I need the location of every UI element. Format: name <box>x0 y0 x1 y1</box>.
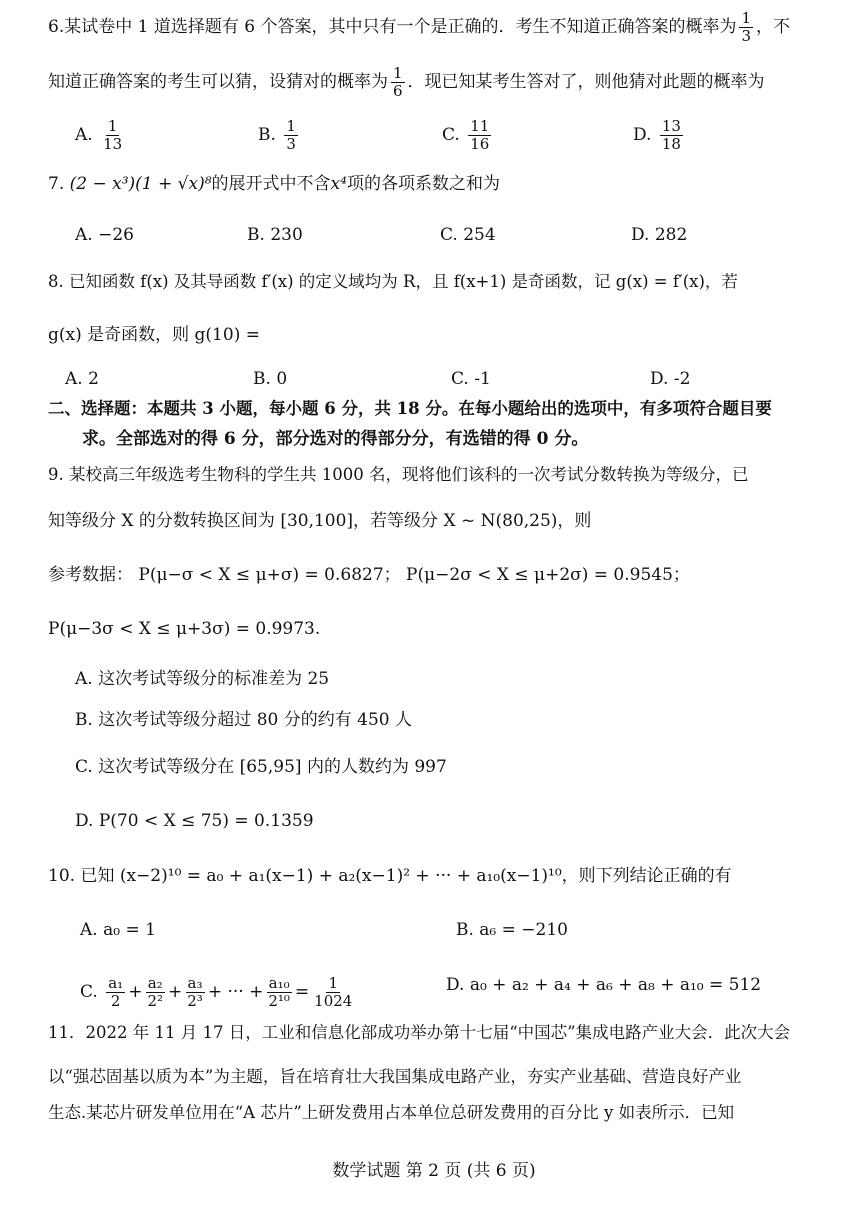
q10-option-d: D. a₀ + a₂ + a₄ + a₆ + a₈ + a₁₀ = 512 <box>446 975 762 995</box>
q7-stem: 7. (2 − x³)(1 + √x)⁸的展开式中不含x⁴项的各项系数之和为 <box>48 174 500 194</box>
q8-line1: 8. 已知函数 f(x) 及其导函数 f′(x) 的定义域均为 R，且 f(x+1) 是奇函数，记 g(x) = f′(x)，若 <box>48 272 738 291</box>
q8-option-b: B. 0 <box>253 369 288 389</box>
section2-line2: 求。全部选对的得 6 分，部分选对的得部分分，有选错的得 0 分。 <box>82 429 589 449</box>
q8-option-a: A. 2 <box>65 369 99 389</box>
q9-line1: 9. 某校高三年级选考生物科的学生共 1000 名，现将他们该科的一次考试分数转换为等级分，已 <box>48 465 749 484</box>
q6-line2 <box>48 65 828 100</box>
q6-option-a: A. $\frac{1}{13}$ <box>75 117 123 153</box>
page-footer: 数学试题 第 2 页 (共 6 页) <box>332 1161 536 1181</box>
q6-line1 <box>48 10 828 45</box>
q10-stem: 10. 已知 (x−2)¹⁰ = a₀ + a₁(x−1) + a₂(x−1)² + ··· + a₁₀(x−1)¹⁰，则下列结论正确的有 <box>48 866 732 886</box>
section2-line1: 二、选择题：本题共 3 小题，每小题 6 分，共 18 分。在每小题给出的选项中，有多项符合题目要 <box>48 399 772 418</box>
q7-option-c: C. 254 <box>440 225 496 245</box>
q8-option-c: C. -1 <box>451 369 491 389</box>
q6-option-b: B. $\frac{1}{3}$ <box>258 117 296 153</box>
q10-option-c: C. $\frac{\text{a₁}}{2}$ + $\frac{\text{a₂}}{\text{2²}}$ + $\frac{\text{a₃}}{\text{2³}}$ + ··· + $\frac{\text{a₁₀}}{\text{2¹⁰}}$ = $\frac{1}{1024}$ <box>80 974 353 1010</box>
q10-option-b: B. a₆ = −210 <box>456 920 568 940</box>
q9-option-c: C. 这次考试等级分在 [65,95] 内的人数约为 997 <box>75 757 447 777</box>
q8-option-d: D. -2 <box>650 369 691 389</box>
q7-expression: (2 − x³)(1 + √x)⁸ <box>69 174 212 194</box>
q11-line2: 以“强芯固基以质为本”为主题，旨在培育壮大我国集成电路产业，夯实产业基础、营造良好产业 <box>48 1067 742 1086</box>
q6-text-d: ．现已知某考生答对了，则他猜对此题的概率为 <box>407 72 765 92</box>
q11-line1: 11．2022 年 11 月 17 日，工业和信息化部成功举办第十七届“中国芯”集成电路产业大会．此次大会 <box>48 1023 791 1042</box>
q6-text-a: 6.某试卷中 1 道选择题有 6 个答案，其中只有一个是正确的．考生不知道正确答案的概率为 <box>48 17 737 37</box>
q9-option-d: D. P(70 < X ≤ 75) = 0.1359 <box>75 811 314 831</box>
q9-option-a: A. 这次考试等级分的标准差为 25 <box>75 669 330 689</box>
q10-option-a: A. a₀ = 1 <box>80 920 156 940</box>
q6-fraction-2: $\frac{1}{6}$ <box>393 64 403 100</box>
q6-text-b: ，不 <box>756 17 791 37</box>
q11-line3: 生态.某芯片研发单位用在“A 芯片”上研发费用占本单位总研发费用的百分比 y 如表所示．已知 <box>48 1103 735 1122</box>
q6-text-c: 知道正确答案的考生可以猜，设猜对的概率为 <box>48 72 388 92</box>
q9-reference-data-2: P(μ−3σ < X ≤ μ+3σ) = 0.9973. <box>48 619 321 639</box>
q7-option-a: A. −26 <box>75 225 134 245</box>
q7-option-b: B. 230 <box>247 225 303 245</box>
q9-line2: 知等级分 X 的分数转换区间为 [30,100]，若等级分 X ~ N(80,25)，则 <box>48 511 592 531</box>
q8-line2: g(x) 是奇函数，则 g(10) = <box>48 325 260 345</box>
q7-option-d: D. 282 <box>631 225 688 245</box>
q9-reference-data: 参考数据： P(μ−σ < X ≤ μ+σ) = 0.6827； P(μ−2σ < X ≤ μ+2σ) = 0.9545； <box>48 565 690 585</box>
q6-option-d: D. $\frac{13}{18}$ <box>633 117 681 153</box>
q6-option-c: C. $\frac{11}{16}$ <box>442 117 490 153</box>
q9-option-b: B. 这次考试等级分超过 80 分的约有 450 人 <box>75 710 412 730</box>
q6-fraction-1: $\frac{1}{3}$ <box>741 9 752 45</box>
